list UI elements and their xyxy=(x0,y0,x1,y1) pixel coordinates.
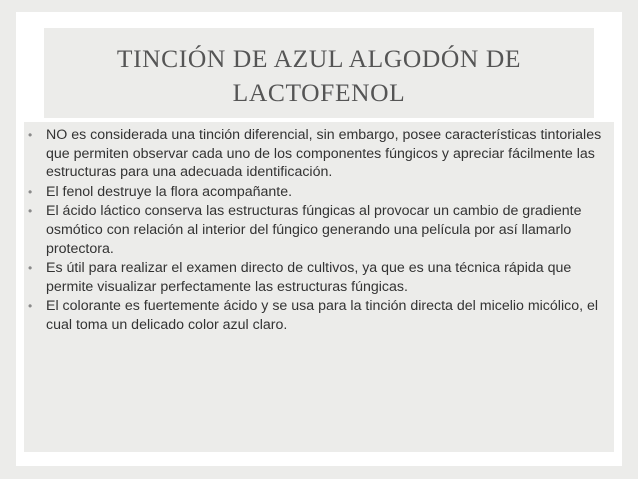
bullet-list xyxy=(24,122,614,335)
bullet-item xyxy=(24,297,614,334)
bullet-text: El ácido láctico conserva las estructuras fúngicas al provocar un cambio de gradiente osmótico con relación al interior del fúngico generando una película por así llamarlo protectora. xyxy=(46,203,582,257)
bullet-text: Es útil para realizar el examen directo de cultivos, ya que es una técnica rápida que permite visualizar perfectamente las estructuras fúngicas. xyxy=(46,260,572,295)
slide-frame xyxy=(16,12,622,466)
bullet-icon: • xyxy=(28,184,33,199)
bullet-icon: • xyxy=(28,299,33,314)
slide-title xyxy=(44,28,594,110)
slide-title-line-1: TINCIÓN DE AZUL ALGODÓN DE xyxy=(116,44,522,73)
bullet-item xyxy=(24,202,614,258)
bullet-text: El colorante es fuertemente ácido y se usa para la tinción directa del micelio micólico, el cual toma un delicado color azul claro. xyxy=(46,298,599,333)
bullet-text: NO es considerada una tinción diferencial, sin embargo, posee características tintoriales que permiten observar cada uno de los componentes fúngicos y apreciar fácilmente las estructuras para una adecuada identificación. xyxy=(46,127,602,181)
slide-title-line-2: LACTOFENOL xyxy=(232,78,406,107)
bullet-icon: • xyxy=(28,204,33,219)
bullet-item xyxy=(24,259,614,296)
bullet-text: El fenol destruye la flora acompañante. xyxy=(46,183,293,200)
bullet-item xyxy=(24,126,614,182)
bullet-icon: • xyxy=(28,261,33,276)
bullet-icon: • xyxy=(28,128,33,142)
bullet-item xyxy=(24,183,614,202)
title-box xyxy=(44,28,594,118)
content-area xyxy=(24,122,614,452)
